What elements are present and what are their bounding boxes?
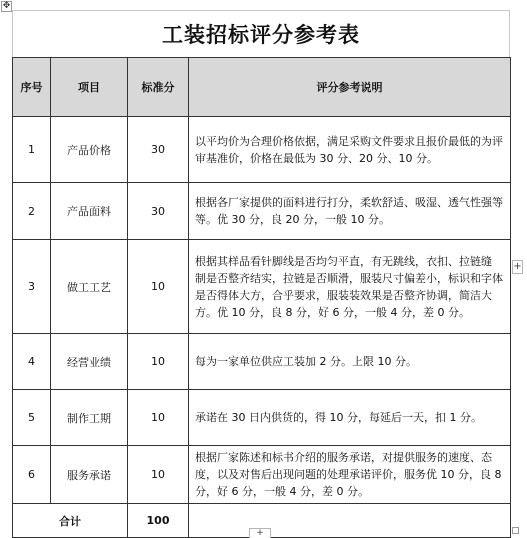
row-description: 根据其样品看针脚线是否均匀平直，有无跳线，衣扣、拉链缝 制是否整齐结实，拉链是否顺滑，服装尺寸偏差小，标识和字体 是否得体大方，合乎要求，服装装效果是否整齐协调，简洁大方。优 10 分，良 8 分，好 6 分，一般 4 分，差 0 分。	[189, 240, 511, 334]
row-description: 根据各厂家提供的面料进行打分，柔软舒适、吸湿、透气性强等等。优 30 分，良 20 分，一般 10 分。	[189, 183, 511, 240]
table-header-row	[13, 58, 511, 117]
row-no: 2	[13, 183, 51, 240]
row-no: 5	[13, 390, 51, 446]
add-row-button[interactable]: +	[249, 528, 271, 538]
header-no: 序号	[13, 58, 51, 117]
row-description: 承诺在 30 日内供货的，得 10 分，每延后一天，扣 1 分。	[189, 390, 511, 446]
row-item: 制作工期	[51, 390, 128, 446]
page-title: 工装招标评分参考表	[12, 10, 510, 57]
total-label: 合计	[13, 504, 128, 538]
table-row	[13, 117, 511, 183]
header-score: 标准分	[128, 58, 189, 117]
row-item: 做工工艺	[51, 240, 128, 334]
table-row	[13, 390, 511, 446]
row-score: 10	[128, 390, 189, 446]
row-item: 服务承诺	[51, 446, 128, 504]
table-row	[13, 240, 511, 334]
table-resize-handle-icon[interactable]	[512, 527, 519, 534]
header-item: 项目	[51, 58, 128, 117]
row-item: 经营业绩	[51, 334, 128, 390]
add-column-button[interactable]: +	[513, 261, 522, 272]
row-score: 10	[128, 240, 189, 334]
table-row	[13, 183, 511, 240]
row-score: 30	[128, 183, 189, 240]
total-empty-cell	[189, 504, 511, 538]
row-no: 3	[13, 240, 51, 334]
row-score: 10	[128, 334, 189, 390]
row-no: 1	[13, 117, 51, 183]
row-score: 10	[128, 446, 189, 504]
scoring-table	[12, 57, 511, 538]
row-item: 产品面料	[51, 183, 128, 240]
row-description: 每为一家单位供应工装加 2 分。上限 10 分。	[189, 334, 511, 390]
row-no: 4	[13, 334, 51, 390]
header-description: 评分参考说明	[189, 58, 511, 117]
row-score: 30	[128, 117, 189, 183]
row-description: 根据厂家陈述和标书介绍的服务承诺，对提供服务的速度、态度，以及对售后出现问题的处理承诺评价，服务优 10 分，良 8 分，好 6 分，一般 4 分，差 0 分。	[189, 446, 511, 504]
row-item: 产品价格	[51, 117, 128, 183]
table-row	[13, 446, 511, 504]
table-row	[13, 334, 511, 390]
table-move-handle-icon[interactable]: ✥	[2, 1, 11, 11]
row-description: 以平均价为合理价格依据，满足采购文件要求且报价最低的为评审基准价，价格在最低为 30 分、20 分、10 分。	[189, 117, 511, 183]
total-value: 100	[128, 504, 189, 538]
row-no: 6	[13, 446, 51, 504]
